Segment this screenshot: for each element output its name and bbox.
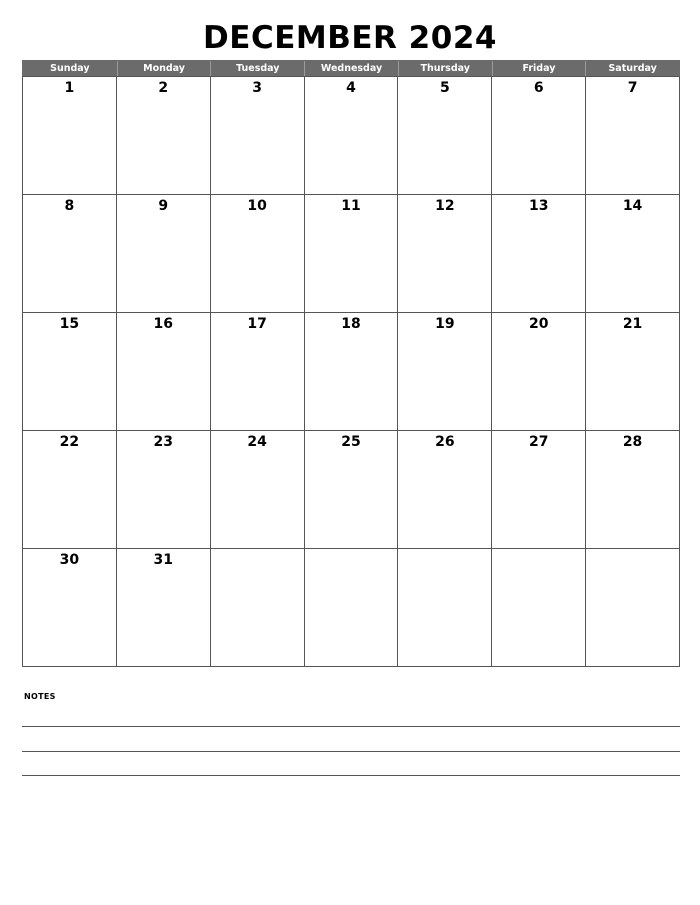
day-cell-25 [305,431,399,549]
empty-day-cell [305,549,399,667]
day-number: 30 [59,552,80,568]
day-number: 18 [341,316,361,332]
day-number: 2 [158,80,169,96]
day-number: 14 [622,198,643,214]
calendar [22,60,680,667]
day-number: 31 [153,552,174,568]
day-number: 10 [247,198,267,214]
day-cell-2 [117,77,211,195]
day-number: 28 [622,434,643,450]
day-number: 22 [59,434,80,450]
day-number: 23 [153,434,174,450]
weekday-thursday: Thursday [398,61,492,76]
day-number: 26 [435,434,455,450]
day-number: 12 [435,198,455,214]
notes-label: NOTES [24,692,56,701]
day-cell-5 [398,77,492,195]
day-cell-7 [586,77,680,195]
day-number: 4 [346,80,356,96]
weekday-monday: Monday [117,61,211,76]
empty-day-cell [492,549,586,667]
weekday-friday: Friday [492,61,586,76]
day-cell-26 [398,431,492,549]
weekday-tuesday: Tuesday [210,61,304,76]
day-cell-13 [492,195,586,313]
day-cell-4 [305,77,399,195]
day-cell-8 [23,195,117,313]
day-cell-18 [305,313,399,431]
day-number: 13 [528,198,549,214]
day-number: 17 [247,316,267,332]
weekday-saturday: Saturday [585,61,679,76]
day-cell-16 [117,313,211,431]
day-number: 6 [533,80,544,96]
notes-line [22,775,680,776]
day-cell-30 [23,549,117,667]
calendar-title: DECEMBER 2024 [203,20,497,56]
day-number: 8 [64,198,75,214]
day-cell-19 [398,313,492,431]
day-cell-24 [211,431,305,549]
day-cell-1 [23,77,117,195]
day-cell-15 [23,313,117,431]
day-cell-23 [117,431,211,549]
day-number: 25 [341,434,361,450]
day-number: 20 [528,316,549,332]
day-cell-9 [117,195,211,313]
day-cell-27 [492,431,586,549]
day-number: 15 [59,316,80,332]
day-number: 27 [528,434,549,450]
day-number: 9 [158,198,169,214]
day-cell-10 [211,195,305,313]
calendar-grid [22,76,680,667]
day-number: 24 [247,434,267,450]
day-cell-11 [305,195,399,313]
weekday-sunday: Sunday [50,63,90,74]
empty-day-cell [586,549,680,667]
day-number: 16 [153,316,174,332]
day-cell-20 [492,313,586,431]
day-number: 1 [64,80,75,96]
day-cell-22 [23,431,117,549]
day-cell-31 [117,549,211,667]
empty-day-cell [211,549,305,667]
day-cell-28 [586,431,680,549]
day-number: 7 [627,80,638,96]
empty-day-cell [398,549,492,667]
notes-line [22,726,680,727]
weekday-wednesday: Wednesday [304,61,398,76]
day-cell-17 [211,313,305,431]
day-number: 11 [341,198,361,214]
day-number: 3 [252,80,262,96]
day-cell-12 [398,195,492,313]
day-cell-6 [492,77,586,195]
day-number: 5 [439,80,450,96]
day-cell-21 [586,313,680,431]
weekday-header [22,60,680,76]
day-cell-14 [586,195,680,313]
day-number: 21 [622,316,643,332]
day-cell-3 [211,77,305,195]
notes-line [22,751,680,752]
day-number: 19 [435,316,455,332]
